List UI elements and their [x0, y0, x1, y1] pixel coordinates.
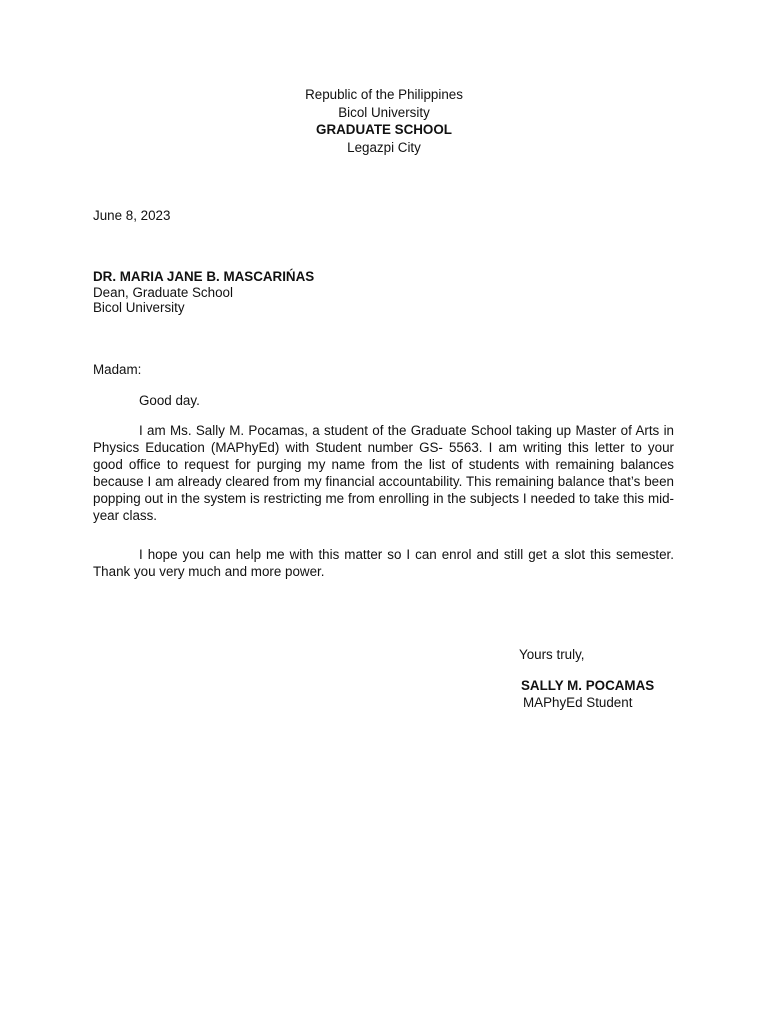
- letterhead: [0, 86, 768, 156]
- body-paragraph-request: I am Ms. Sally M. Pocamas, a student of the Graduate School taking up Master of Arts in Physics Education (MAPhyEd) with Student number GS- 5563. I am writing this letter to your good office to request for purging my name from the list of students with remaining balances because I am already cleared from my financial accountability. This remaining balance that’s been popping out in the system is restricting me from enrolling in the subjects I needed to take this mid-year class.: [93, 423, 674, 523]
- salutation: Madam:: [93, 362, 142, 377]
- letterhead-university: Bicol University: [338, 104, 430, 120]
- letterhead-school: GRADUATE SCHOOL: [316, 122, 452, 138]
- recipient-title: Dean, Graduate School: [93, 284, 233, 300]
- letterhead-country: Republic of the Philippines: [305, 87, 463, 102]
- recipient-name: DR. MARIA JANE B. MASCARIŃAS: [93, 269, 315, 284]
- signatory-title: MAPhyEd Student: [523, 695, 633, 710]
- signatory-block: [521, 677, 654, 711]
- recipient-institution: Bicol University: [93, 300, 185, 316]
- complimentary-close: Yours truly,: [519, 647, 585, 662]
- body-paragraph-closing: I hope you can help me with this matter so I can enrol and still get a slot this semester. Thank you very much and more power.: [93, 547, 674, 579]
- letterhead-city: Legazpi City: [347, 139, 421, 155]
- greeting: Good day.: [139, 393, 200, 408]
- signatory-name: SALLY M. POCAMAS: [521, 678, 655, 693]
- letter-date: June 8, 2023: [93, 208, 171, 223]
- recipient-block: [93, 269, 314, 316]
